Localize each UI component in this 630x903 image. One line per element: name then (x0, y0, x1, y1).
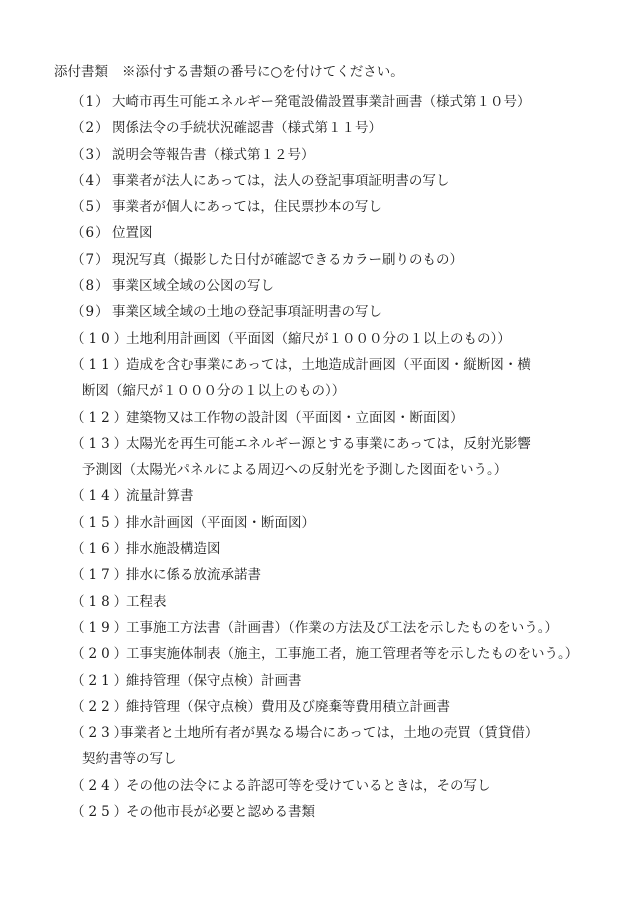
item-number: （4） (71, 172, 110, 189)
item-number: （22） (71, 698, 132, 715)
list-item (0, 220, 630, 246)
list-item (0, 799, 630, 825)
item-number: （16） (71, 541, 132, 558)
item-number: （18） (71, 593, 132, 610)
item-text: 工事施工方法書（計画書）（作業の方法及び工法を示したものをいう。） (126, 619, 558, 636)
item-number: （9） (71, 304, 110, 321)
list-item (0, 168, 630, 194)
item-number: （19） (71, 619, 132, 636)
heading-label: 添付書類 (54, 64, 108, 80)
heading-note: ※添付する書類の番号に○を付けてください。 (122, 64, 404, 80)
attachment-heading (54, 63, 404, 81)
item-text: 建築物又は工作物の設計図（平面図・立面図・断面図） (126, 409, 464, 426)
list-item (0, 773, 630, 799)
item-number: （23） (71, 725, 132, 742)
item-text: 説明会等報告書（様式第１２号） (112, 146, 315, 163)
item-text-continuation: 契約書等の写し (82, 751, 177, 768)
item-text: 大崎市再生可能エネルギー発電設備設置事業計画書（様式第１０号） (112, 94, 531, 110)
list-item (0, 194, 630, 220)
list-item (0, 510, 630, 536)
item-text: 位置図 (112, 225, 153, 242)
list-item (0, 668, 630, 694)
item-number: （14） (71, 488, 132, 505)
item-number: （6） (71, 225, 110, 242)
item-number: （8） (71, 278, 110, 295)
list-item (0, 352, 630, 405)
list-item (0, 562, 630, 588)
item-number: （2） (71, 120, 110, 137)
item-number: （1） (71, 94, 110, 110)
list-item (0, 273, 630, 299)
list-item (0, 326, 630, 352)
item-text: 造成を含む事業にあっては，土地造成計画図（平面図・縦断図・横 (126, 356, 531, 373)
item-number: （3） (71, 146, 110, 163)
list-item (0, 483, 630, 509)
item-number: （24） (71, 777, 132, 794)
list-item (0, 89, 630, 115)
list-item (0, 299, 630, 325)
item-text: 事業者が法人にあっては，法人の登記事項証明書の写し (112, 172, 450, 189)
list-item (0, 536, 630, 562)
item-number: （5） (71, 199, 110, 216)
item-number: （20） (71, 646, 132, 663)
item-text: 維持管理（保守点検）費用及び廃棄等費用積立計画書 (126, 698, 450, 715)
item-number: （25） (71, 804, 132, 821)
item-text-continuation: 断図（縮尺が１０００分の１以上のもの）） (82, 383, 346, 400)
item-text: 事業区域全域の土地の登記事項証明書の写し (112, 304, 382, 321)
item-text: 関係法令の手続状況確認書（様式第１１号） (112, 120, 382, 137)
item-text: 土地利用計画図（平面図（縮尺が１０００分の１以上のもの）） (126, 330, 511, 347)
item-number: （7） (71, 251, 110, 268)
list-item (0, 615, 630, 641)
item-text: 維持管理（保守点検）計画書 (126, 672, 302, 689)
item-text-continuation: 予測図（太陽光パネルによる周辺への反射光を予測した図面をいう。） (82, 462, 508, 479)
item-number: （13） (71, 435, 132, 452)
list-item (0, 431, 630, 484)
item-number: （21） (71, 672, 132, 689)
item-text: 事業者と土地所有者が異なる場合にあっては，土地の売買（賃貸借） (120, 725, 539, 742)
item-text: その他の法令による許認可等を受けているときは，その写し (126, 777, 491, 794)
item-number: （15） (71, 514, 132, 531)
item-number: （12） (71, 409, 132, 426)
list-item (0, 694, 630, 720)
item-text: 工程表 (126, 593, 167, 610)
list-item (0, 142, 630, 168)
item-number: （10） (71, 330, 132, 347)
list-item (0, 247, 630, 273)
list-item (0, 115, 630, 141)
item-number: （17） (71, 567, 132, 584)
item-text: 事業者が個人にあっては，住民票抄本の写し (112, 199, 382, 216)
item-text: 排水に係る放流承諾書 (126, 567, 261, 584)
list-item (0, 720, 630, 773)
list-item (0, 589, 630, 615)
item-text: 工事実施体制表（施主，工事施工者，施工管理者等を示したものをいう。） (126, 646, 579, 663)
attachment-list (0, 89, 630, 825)
item-text: 太陽光を再生可能エネルギー源とする事業にあっては，反射光影響 (126, 435, 531, 452)
item-text: その他市長が必要と認める書類 (126, 804, 315, 821)
list-item (0, 405, 630, 431)
list-item (0, 641, 630, 667)
item-text: 現況写真（撮影した日付が確認できるカラー刷りのもの） (112, 251, 463, 268)
item-text: 排水施設構造図 (126, 541, 221, 558)
item-number: （11） (71, 356, 132, 373)
item-text: 排水計画図（平面図・断面図） (126, 514, 315, 531)
item-text: 流量計算書 (126, 488, 194, 505)
item-text: 事業区域全域の公図の写し (112, 278, 274, 295)
